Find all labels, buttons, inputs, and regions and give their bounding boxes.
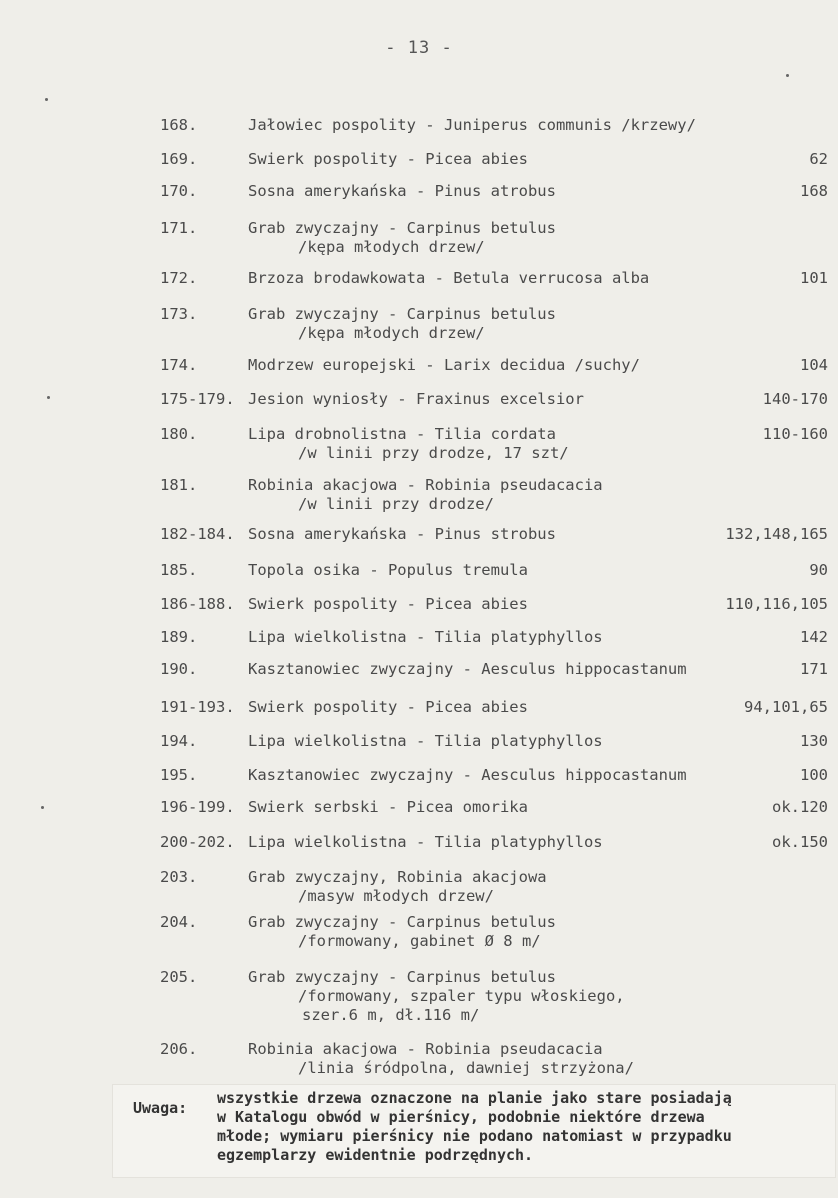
entry-number: 174. xyxy=(160,356,198,374)
entry-species: Lipa drobnolistna - Tilia cordata xyxy=(248,425,556,443)
margin-mark xyxy=(41,806,44,809)
entry-number: 186-188. xyxy=(160,595,235,613)
entry-species: Lipa wielkolistna - Tilia platyphyllos xyxy=(248,732,603,750)
margin-mark xyxy=(47,396,50,399)
entry-note: /w linii przy drodze, 17 szt/ xyxy=(298,444,569,462)
entry-number: 169. xyxy=(160,150,198,168)
entry-species: Jałowiec pospolity - Juniperus communis /krzewy/ xyxy=(248,116,696,134)
entry-number: 181. xyxy=(160,476,198,494)
entry-species: Sosna amerykańska - Pinus strobus xyxy=(248,525,556,543)
entry-species: Swierk pospolity - Picea abies xyxy=(248,595,528,613)
entry-species: Lipa wielkolistna - Tilia platyphyllos xyxy=(248,628,603,646)
entry-girth: 142 xyxy=(800,628,828,646)
entry-number: 194. xyxy=(160,732,198,750)
entry-girth: ok.150 xyxy=(772,833,828,851)
entry-species: Grab zwyczajny, Robinia akacjowa xyxy=(248,868,547,886)
entry-girth: 90 xyxy=(809,561,828,579)
entry-number: 205. xyxy=(160,968,198,986)
entry-species: Swierk pospolity - Picea abies xyxy=(248,698,528,716)
entry-species: Lipa wielkolistna - Tilia platyphyllos xyxy=(248,833,603,851)
entry-species: Grab zwyczajny - Carpinus betulus xyxy=(248,968,556,986)
entry-girth: 130 xyxy=(800,732,828,750)
entry-girth: 168 xyxy=(800,182,828,200)
entry-number: 185. xyxy=(160,561,198,579)
entry-girth: 62 xyxy=(809,150,828,168)
entry-species: Modrzew europejski - Larix decidua /suchy/ xyxy=(248,356,640,374)
entry-species: Jesion wyniosły - Fraxinus excelsior xyxy=(248,390,584,408)
entry-number: 204. xyxy=(160,913,198,931)
entry-number: 175-179. xyxy=(160,390,235,408)
note-label: Uwaga: xyxy=(133,1099,188,1117)
entry-species: Topola osika - Populus tremula xyxy=(248,561,528,579)
entry-number: 173. xyxy=(160,305,198,323)
entry-girth: 171 xyxy=(800,660,828,678)
entry-number: 206. xyxy=(160,1040,198,1058)
page-number: - 13 - xyxy=(385,38,453,58)
entry-species: Grab zwyczajny - Carpinus betulus xyxy=(248,305,556,323)
entry-species: Swierk serbski - Picea omorika xyxy=(248,798,528,816)
entry-girth: 110-160 xyxy=(762,425,828,443)
note-text: wszystkie drzewa oznaczone na planie jako stare posiadają w Katalogu obwód w pierśnicy, podobnie niektóre drzewa młode; wymiaru pierśnicy nie podano natomiast w przypadku egzemplarzy ewidentnie podrzędnych. xyxy=(217,1089,732,1164)
entry-note: /kępa młodych drzew/ xyxy=(298,238,485,256)
entry-number: 182-184. xyxy=(160,525,235,543)
entry-number: 191-193. xyxy=(160,698,235,716)
entry-species: Swierk pospolity - Picea abies xyxy=(248,150,528,168)
entry-note: /linia śródpolna, dawniej strzyżona/ xyxy=(298,1059,634,1077)
entry-girth: 101 xyxy=(800,269,828,287)
entry-note: /kępa młodych drzew/ xyxy=(298,324,485,342)
entry-girth: 100 xyxy=(800,766,828,784)
entry-number: 168. xyxy=(160,116,198,134)
entry-girth: 110,116,105 xyxy=(725,595,828,613)
entry-number: 190. xyxy=(160,660,198,678)
entry-number: 171. xyxy=(160,219,198,237)
entry-species: Kasztanowiec zwyczajny - Aesculus hippocastanum xyxy=(248,660,687,678)
entry-number: 189. xyxy=(160,628,198,646)
entry-number: 180. xyxy=(160,425,198,443)
entry-species: Grab zwyczajny - Carpinus betulus xyxy=(248,219,556,237)
entry-number: 203. xyxy=(160,868,198,886)
entry-species: Sosna amerykańska - Pinus atrobus xyxy=(248,182,556,200)
entry-number: 170. xyxy=(160,182,198,200)
entry-girth: ok.120 xyxy=(772,798,828,816)
entry-species: Robinia akacjowa - Robinia pseudacacia xyxy=(248,476,603,494)
entry-girth: 132,148,165 xyxy=(725,525,828,543)
note-box xyxy=(112,1084,836,1178)
entry-number: 172. xyxy=(160,269,198,287)
entry-number: 196-199. xyxy=(160,798,235,816)
entry-species: Kasztanowiec zwyczajny - Aesculus hippocastanum xyxy=(248,766,687,784)
entry-girth: 104 xyxy=(800,356,828,374)
entry-note: /masyw młodych drzew/ xyxy=(298,887,494,905)
entry-number: 195. xyxy=(160,766,198,784)
entry-species: Robinia akacjowa - Robinia pseudacacia xyxy=(248,1040,603,1058)
margin-mark xyxy=(786,74,789,77)
entry-note: /formowany, gabinet Ø 8 m/ xyxy=(298,932,541,950)
entry-girth: 94,101,65 xyxy=(744,698,828,716)
margin-mark xyxy=(45,98,48,101)
entry-species: Grab zwyczajny - Carpinus betulus xyxy=(248,913,556,931)
entry-species: Brzoza brodawkowata - Betula verrucosa alba xyxy=(248,269,650,287)
entry-note: /w linii przy drodze/ xyxy=(298,495,494,513)
entry-girth: 140-170 xyxy=(762,390,828,408)
entry-note-cont: szer.6 m, dł.116 m/ xyxy=(302,1006,480,1024)
entry-number: 200-202. xyxy=(160,833,235,851)
entry-note: /formowany, szpaler typu włoskiego, xyxy=(298,987,625,1005)
